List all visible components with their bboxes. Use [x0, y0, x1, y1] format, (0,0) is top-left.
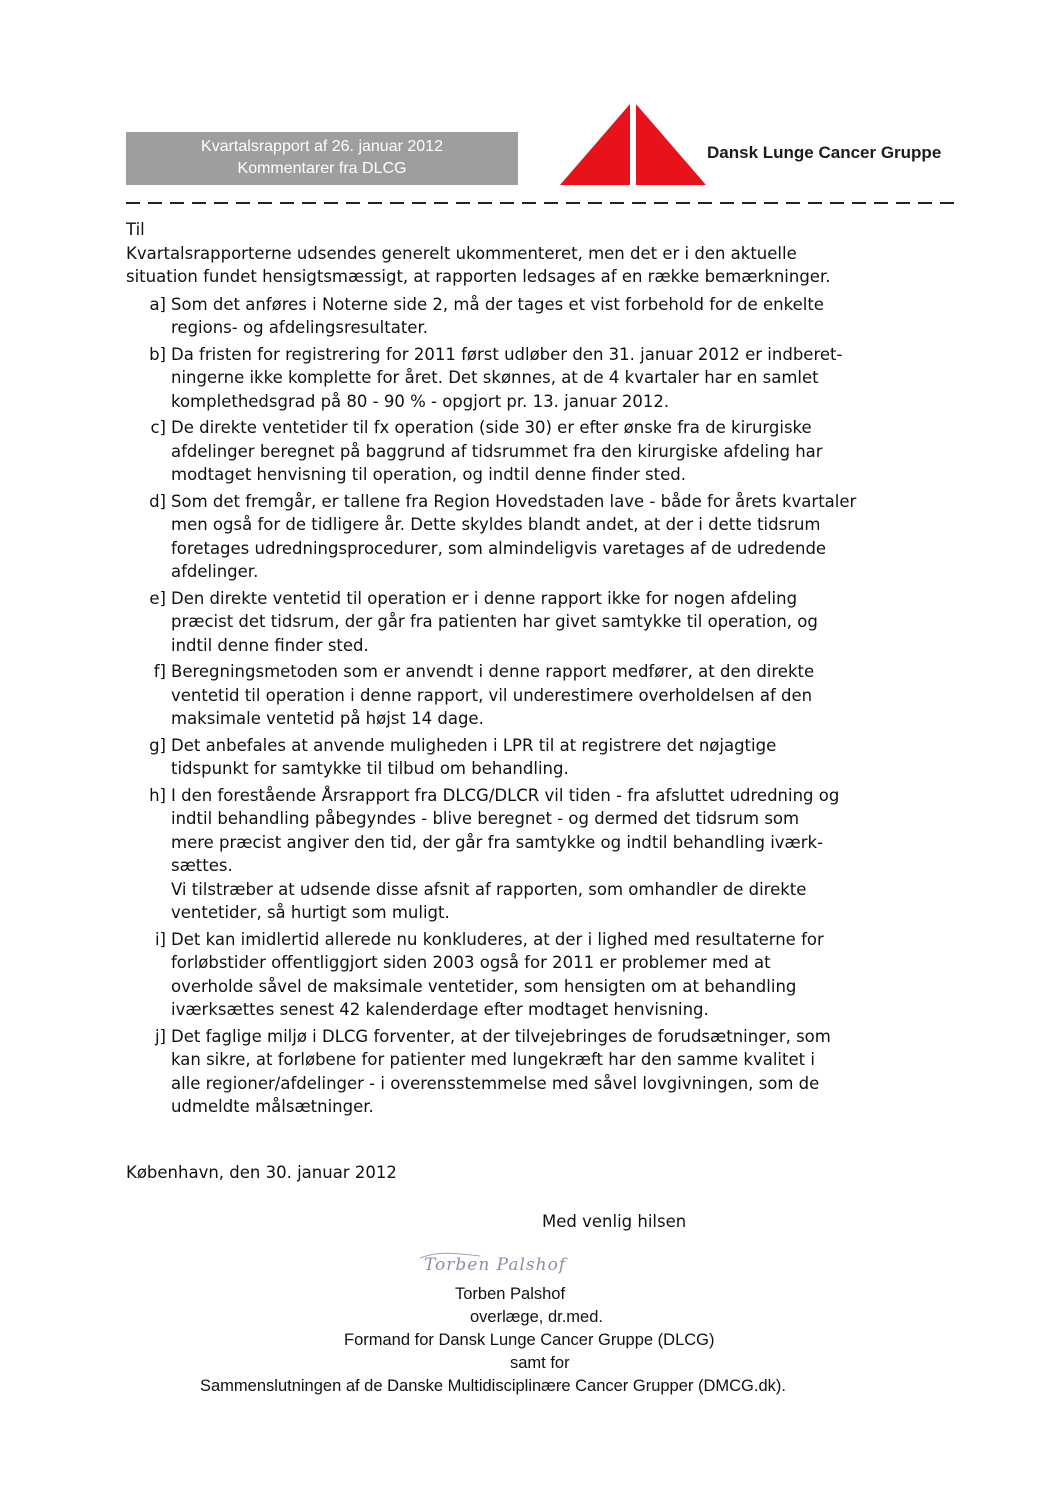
comment-item	[126, 928, 961, 1022]
comment-item-marker: f]	[153, 662, 166, 681]
comment-item	[126, 587, 961, 658]
comment-item-text	[171, 734, 961, 781]
svg-text:Torben Palshof: Torben Palshof	[424, 1255, 567, 1275]
comment-item-line: forløbstider offentliggjort siden 2003 også for 2011 er problemer med at	[171, 953, 771, 972]
place-date: København, den 30. januar 2012	[126, 1163, 397, 1182]
comment-item-line: iværksættes senest 42 kalenderdage efter modtaget henvisning.	[171, 1000, 709, 1019]
comment-item-text	[171, 784, 961, 925]
conjunction: samt for	[510, 1354, 570, 1372]
comment-item-marker: i]	[154, 929, 166, 949]
comment-item-line: Den direkte ventetid til operation er i denne rapport ikke for nogen afdeling	[171, 588, 798, 608]
comment-item-line: overholde såvel de maksimale ventetider, som hensigten om at behandling	[171, 976, 797, 996]
comment-item-line: sættes.	[171, 856, 233, 875]
comment-item-text	[171, 1025, 961, 1119]
comment-item-line: afdelinger beregnet på baggrund af tidsrummet fra den kirurgiske afdeling har	[171, 441, 823, 461]
comment-item-line: Vi tilstræber at udsende disse afsnit af rapporten, som omhandler de direkte	[171, 879, 807, 899]
comment-item-line: Beregningsmetoden som er anvendt i denne rapport medfører, at den direkte	[171, 662, 815, 681]
comment-item-line: Da fristen for registrering for 2011 først udløber den 31. januar 2012 er indberet-	[171, 344, 843, 364]
comment-item	[126, 660, 961, 731]
comment-item-line: Det anbefales at anvende muligheden i LPR til at registrere det nøjagtige	[171, 735, 777, 755]
signer-role: Formand for Dansk Lunge Cancer Gruppe (DLCG)	[344, 1331, 715, 1349]
comment-item-line: komplethedsgrad på 80 - 90 % - opgjort pr. 13. januar 2012.	[171, 391, 670, 411]
dashed-divider	[126, 200, 960, 206]
comment-item-line: Det kan imidlertid allerede nu konkluderes, at der i lighed med resultaterne for	[171, 929, 824, 949]
comment-item-marker: h]	[149, 785, 166, 805]
intro-paragraph: Kvartalsrapporterne udsendes generelt ukommenteret, men det er i den aktuelle situation fundet hensigtsmæssigt, at rapporten ledsages af en række bemærkninger.	[126, 243, 831, 286]
comment-item-line: Som det anføres i Noterne side 2, må der tages et vist forbehold for de enkelte	[171, 294, 824, 314]
report-title: Kvartalsrapport af 26. januar 2012	[201, 138, 443, 155]
comment-item-line: ningerne ikke komplette for året. Det skønnes, at de 4 kvartaler har en samlet	[171, 368, 819, 387]
comment-item-text	[171, 490, 961, 584]
report-subtitle: Kommentarer fra DLCG	[237, 160, 407, 177]
comment-item-line: regions- og afdelingsresultater.	[171, 318, 428, 337]
comment-item	[126, 1025, 961, 1119]
comment-item	[126, 784, 961, 925]
organization-name: Dansk Lunge Cancer Gruppe	[707, 143, 942, 162]
comment-item-line: ventetider, så hurtigt som muligt.	[171, 903, 450, 922]
comment-item-marker: c]	[150, 418, 166, 437]
report-header-box	[126, 132, 518, 185]
comment-list	[126, 293, 961, 1119]
comment-item	[126, 734, 961, 781]
signer-organization: Sammenslutningen af de Danske Multidisciplinære Cancer Grupper (DMCG.dk).	[200, 1377, 786, 1395]
dlcg-logo-icon	[560, 104, 706, 186]
comment-item-line: alle regioner/afdelinger - i overensstemmelse med såvel lovgivningen, som de	[171, 1073, 820, 1093]
comment-item-marker: a]	[149, 294, 166, 314]
comment-item-line: modtaget henvisning til operation, og indtil denne finder sted.	[171, 465, 686, 484]
salutation: Til	[126, 220, 145, 239]
comment-item-marker: b]	[149, 344, 166, 364]
comment-item-line: udmeldte målsætninger.	[171, 1097, 374, 1116]
comment-item-line: indtil behandling påbegyndes - blive beregnet - og dermed det tidsrum som	[171, 809, 800, 828]
comment-item-marker: j]	[154, 1026, 166, 1046]
comment-item	[126, 343, 961, 414]
comment-item-marker: e]	[149, 588, 166, 608]
comment-item-line: De direkte ventetider til fx operation (side 30) er efter ønske fra de kirurgiske	[171, 418, 812, 437]
greeting: Med venlig hilsen	[542, 1212, 687, 1231]
comment-item-line: kan sikre, at forløbene for patienter med lungekræft har den samme kvalitet i	[171, 1050, 815, 1069]
letter-body	[126, 218, 961, 1122]
comment-item-text	[171, 416, 961, 487]
comment-item-line: tidspunkt for samtykke til tilbud om behandling.	[171, 759, 569, 778]
comment-item-line: men også for de tidligere år. Dette skyldes blandt andet, at der i dette tidsrum	[171, 515, 821, 534]
comment-item-text	[171, 587, 961, 658]
handwritten-signature	[420, 1246, 650, 1282]
comment-item	[126, 490, 961, 584]
signer-name: Torben Palshof	[455, 1285, 566, 1303]
comment-item-line: I den forestående Årsrapport fra DLCG/DLCR vil tiden - fra afsluttet udredning og	[171, 785, 840, 805]
comment-item-line: Det faglige miljø i DLCG forventer, at der tilvejebringes de forudsætninger, som	[171, 1026, 831, 1046]
comment-item-line: maksimale ventetid på højst 14 dage.	[171, 709, 484, 728]
comment-item-line: indtil denne finder sted.	[171, 635, 369, 655]
signer-title: overlæge, dr.med.	[470, 1308, 603, 1326]
comment-item-marker: g]	[149, 735, 166, 755]
comment-item-line: Som det fremgår, er tallene fra Region Hovedstaden lave - både for årets kvartaler	[171, 491, 857, 511]
comment-item-line: mere præcist angiver den tid, der går fra samtykke og indtil behandling iværk-	[171, 832, 824, 852]
comment-item-line: ventetid til operation i denne rapport, vil underestimere overholdelsen af den	[171, 685, 813, 705]
comment-item	[126, 416, 961, 487]
comment-item-line: foretages udredningsprocedurer, som almindeligvis varetages af de udredende	[171, 538, 827, 558]
comment-item-text	[171, 343, 961, 414]
comment-item-text	[171, 293, 961, 340]
comment-item-text	[171, 928, 961, 1022]
comment-item-text	[171, 660, 961, 731]
comment-item-marker: d]	[149, 491, 166, 511]
comment-item	[126, 293, 961, 340]
comment-item-line: afdelinger.	[171, 562, 259, 581]
comment-item-line: præcist det tidsrum, der går fra patienten har givet samtykke til operation, og	[171, 612, 818, 631]
